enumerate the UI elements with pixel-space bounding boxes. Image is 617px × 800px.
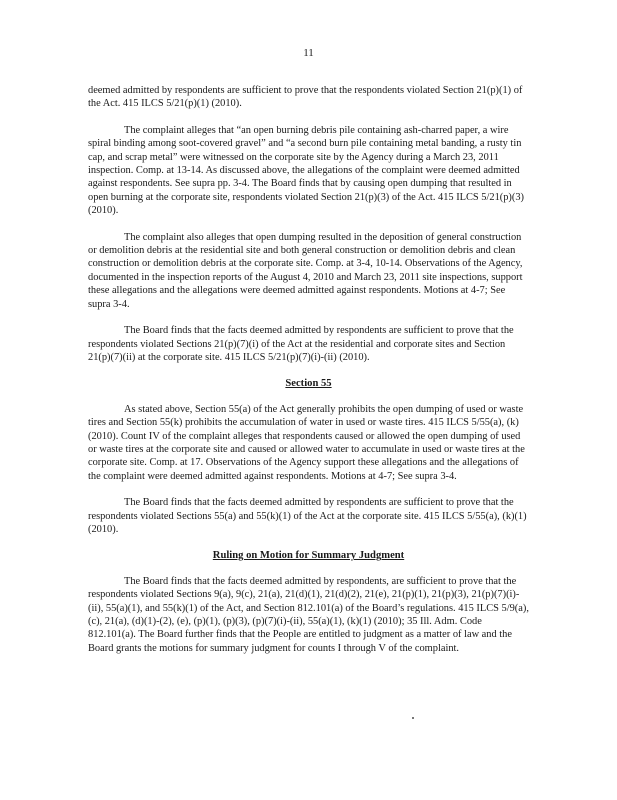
section-heading-ruling: Ruling on Motion for Summary Judgment xyxy=(212,550,405,562)
section-heading-section-55: Section 55 xyxy=(285,378,332,390)
scan-speck xyxy=(412,717,414,719)
paragraph-board-finding-21: The Board finds that the facts deemed admitted by respondents are sufficient to prove that the respondents violated Sections 21(p)(7)(i) of the Act at the residential and corporate sites and Section 21(p)(7)(ii) at the corporate site. 415 ILCS 5/21(p)(7)(i)-(ii) (2010). xyxy=(88,325,514,363)
paragraph-open-dumping: The complaint also alleges that open dumping resulted in the deposition of general construction or demolition debris at the residential site and both general construction or demolition debris and clean construction or demolition debris at the corporate site. Comp. at 3-4, 10-14. Observations of the Agency, documented in the inspection reports of the August 4, 2010 and March 23, 2011 site inspections, support these allegations and the allegations were deemed admitted against respondents. Motions at 4-7; See supra 3-4. xyxy=(88,231,523,310)
paragraph-open-burning: The complaint alleges that “an open burning debris pile containing ash-charred paper, a wire spiral binding among soot-covered gravel” and “a second burn pile containing metal banding, a rusty tin cap, and scrap metal” were witnessed on the corporate site by the Agency during a March 23, 2011 inspection. Comp. at 13-14. As discussed above, the allegations of the complaint were deemed admitted against respondents. See supra pp. 3-4. The Board finds that by causing open dumping that resulted in open burning at the corporate site, respondents violated Section 21(p)(3) of the Act. 415 ILCS 5/21(p)(3) (2010). xyxy=(88,124,525,217)
paragraph-section-55-tires: As stated above, Section 55(a) of the Act generally prohibits the open dumping of used or waste tires and Section 55(k) prohibits the accumulation of water in used or waste tires. 415 ILCS 5/55(a), (k) (2010). Count IV of the complaint alleges that respondents caused or allowed the open dumping of used or waste tires at the corporate site and caused or allowed water to accumulate in used or waste tires at the corporate site. Comp. at 17. Observations of the Agency support these allegations and the allegations of the complaint were deemed admitted against respondents. Motions at 4-7; See supra 3-4. xyxy=(88,403,525,482)
page-number: 11 xyxy=(303,47,314,59)
paragraph-board-finding-55: The Board finds that the facts deemed admitted by respondents are sufficient to prove that the respondents violated Sections 55(a) and 55(k)(1) of the Act at the corporate site. 415 ILCS 5/55(a), (k)(1) (2010). xyxy=(88,497,527,535)
paragraph-continuation: deemed admitted by respondents are sufficient to prove that the respondents violated Section 21(p)(1) of the Act. 415 ILCS 5/21(p)(1) (2010). xyxy=(88,85,523,110)
paragraph-ruling: The Board finds that the facts deemed admitted by respondents, are sufficient to prove that the respondents violated Sections 9(a), 9(c), 21(a), 21(d)(1), 21(d)(2), 21(e), 21(p)(1), 21(p)(3), 21(p)(7)(i)-(ii), 55(a)(1), and 55(k)(1) of the Act, and Section 812.101(a) of the Board’s regulations. 415 ILCS 5/9(a), (c), 21(a), (d)(1)-(2), (e), (p)(1), (p)(3), (p)(7)(i)-(ii), 55(a)(1), (k)(1) (2010); 35 Ill. Adm. Code 812.101(a). The Board further finds that the People are entitled to judgment as a matter of law and the Board grants the motions for summary judgment for counts I through V of the complaint. xyxy=(88,575,529,654)
document-body xyxy=(88,84,529,668)
